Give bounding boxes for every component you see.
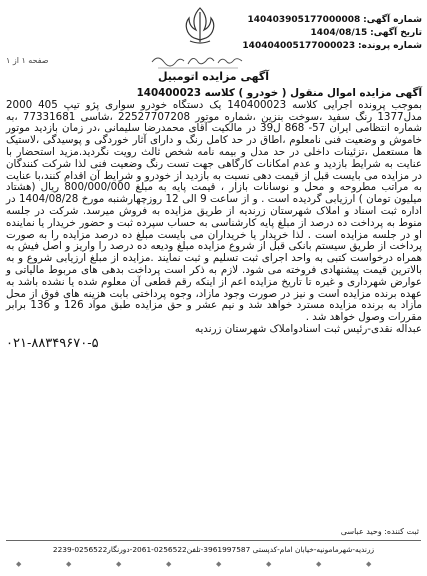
notice-date-label: تاریخ آگهی:	[370, 28, 422, 38]
footer-mark-icon: ◆	[216, 560, 222, 568]
notice-number-row	[247, 14, 422, 27]
case-number-row	[242, 40, 422, 53]
notice-date: 1404/08/15	[310, 28, 368, 38]
footer-ornament	[6, 560, 421, 572]
signer-label: ثبت کننده:	[384, 527, 419, 536]
case-number: 140404005177000023	[242, 41, 356, 51]
iran-emblem-icon	[172, 4, 228, 46]
footer-divider	[6, 540, 421, 541]
notice-metadata	[242, 14, 422, 53]
notice-text: بموجب پرونده اجرایی کلاسه 140400023 یک دستگاه خودرو سواری پژو تیپ 405 2000 مدل1377 رنگ سفید ،سوخت بنزین ،شماره موتور 22527707208 ،شاسی 77331681 ،به شماره انتظامی ایران 57- 868 ل39 در مالکیت آقای محمدرضا سلیمانی ،در زمان بازدید موتور خاموش و وضعیت فنی نامعلوم ،اطاق در حد کامل رنگ و دارای آثار خوردگی و پوسیدگی ،لاستیک ها مستعمل ،تزئینات داخلی در حد مدل و بیمه نامه شخص ثالث رویت نگردید.مزید استحضار با عنایت به شرایط بازدید و عدم امکانات کارگاهی جهت تست رنگ وضعیت فنی لذا شرکت کنندگان در مزایده می بایست قبل از قیمت دهی نسبت به بازدید از خودرو و شرایط آن اقدام کنند،با عنایت به مراتب مطروحه و محل و نوسانات بازار ، قیمت پایه به مبلغ 800/000/000 ریال (هشتاد میلیون تومان ) ارزیابی گردیده است . و از ساعت 9 الی 12 روزچهارشنبه مورخ 1404/08/28 در اداره ثبت اسناد و املاک شهرستان زرندیه از طریق مزایده به فروش میرسد. شرکت در جلسه منوط به پرداخت ده درصد از مبلغ پایه کارشناسی به حساب سپرده ثبت و حضور خریدار یا نماینده او در جلسه مزایده است . لذا خریدار یا خریداران می بایست مبلغ ده درصد مزایده را به صورت پرداخت از طریق سیستم بانکی قبل از شروع مزایده مبلغ ودیعه ده درصد را واریز و اصل فیش به همراه درخواست کتبی به واحد اجرای ثبت تسلیم و ثبت نمایند .مزایده از مبلغ ارزیابی شروع و به بالاترین قیمت پیشنهادی فروخته می شود. لازم به ذکر است پرداخت بدهی های مربوط مالیاتی و عوارض شهرداری و غیره تا تاریخ مزایده اعم از اینکه رقم قطعی آن معلوم شده یا نشده باشد به عهده برنده مزایده است و نیز در صورت وجود مازاد، وجوه پرداختی بابت هزینه های فوق از محل مازاد به برنده مزایده مسترد خواهد شد و نیم عشر و حق مزایده طبق مواد 126 و 136 برابر مقررات وصول خواهد شد .	[6, 98, 422, 324]
footer-mark-icon: ◆	[366, 560, 372, 568]
footer-address: زرندیه-شهرمامونیه-خیابان امام-کدپستی 3961997587-تلفن0256522-2061-دورنگار0256522-2239	[52, 545, 375, 554]
footer-mark-icon: ◆	[316, 560, 322, 568]
footer-mark-icon: ◆	[16, 560, 22, 568]
notice-number: 140403905177000008	[247, 15, 361, 25]
notice-title: آگهی مزایده اتومبیل	[157, 70, 270, 83]
notice-date-row	[262, 27, 422, 40]
signature-line: عبداله نقدی-رئیس ثبت اسنادواملاک شهرستان زرندیه	[194, 322, 422, 335]
signer-name: وحید عباسی	[340, 527, 382, 536]
footer-mark-icon: ◆	[116, 560, 122, 568]
registrar-signature	[341, 527, 419, 536]
notice-number-label: شماره آگهی:	[363, 15, 422, 25]
organization-calligraphy-logo	[148, 48, 248, 72]
notice-body	[6, 88, 422, 350]
case-number-label: شماره پرونده:	[358, 41, 422, 51]
notice-subject: آگهی مزایده اموال منقول ( خودرو ) کلاسه 140400023	[136, 87, 422, 99]
footer-mark-icon: ◆	[266, 560, 272, 568]
handwritten-phone: ۰۲۱-۸۸۳۴۹۶۷۰-۵	[6, 335, 99, 351]
footer-mark-icon: ◆	[166, 560, 172, 568]
footer-mark-icon: ◆	[66, 560, 72, 568]
page-indicator: صفحه ۱ از ۱	[6, 56, 49, 65]
